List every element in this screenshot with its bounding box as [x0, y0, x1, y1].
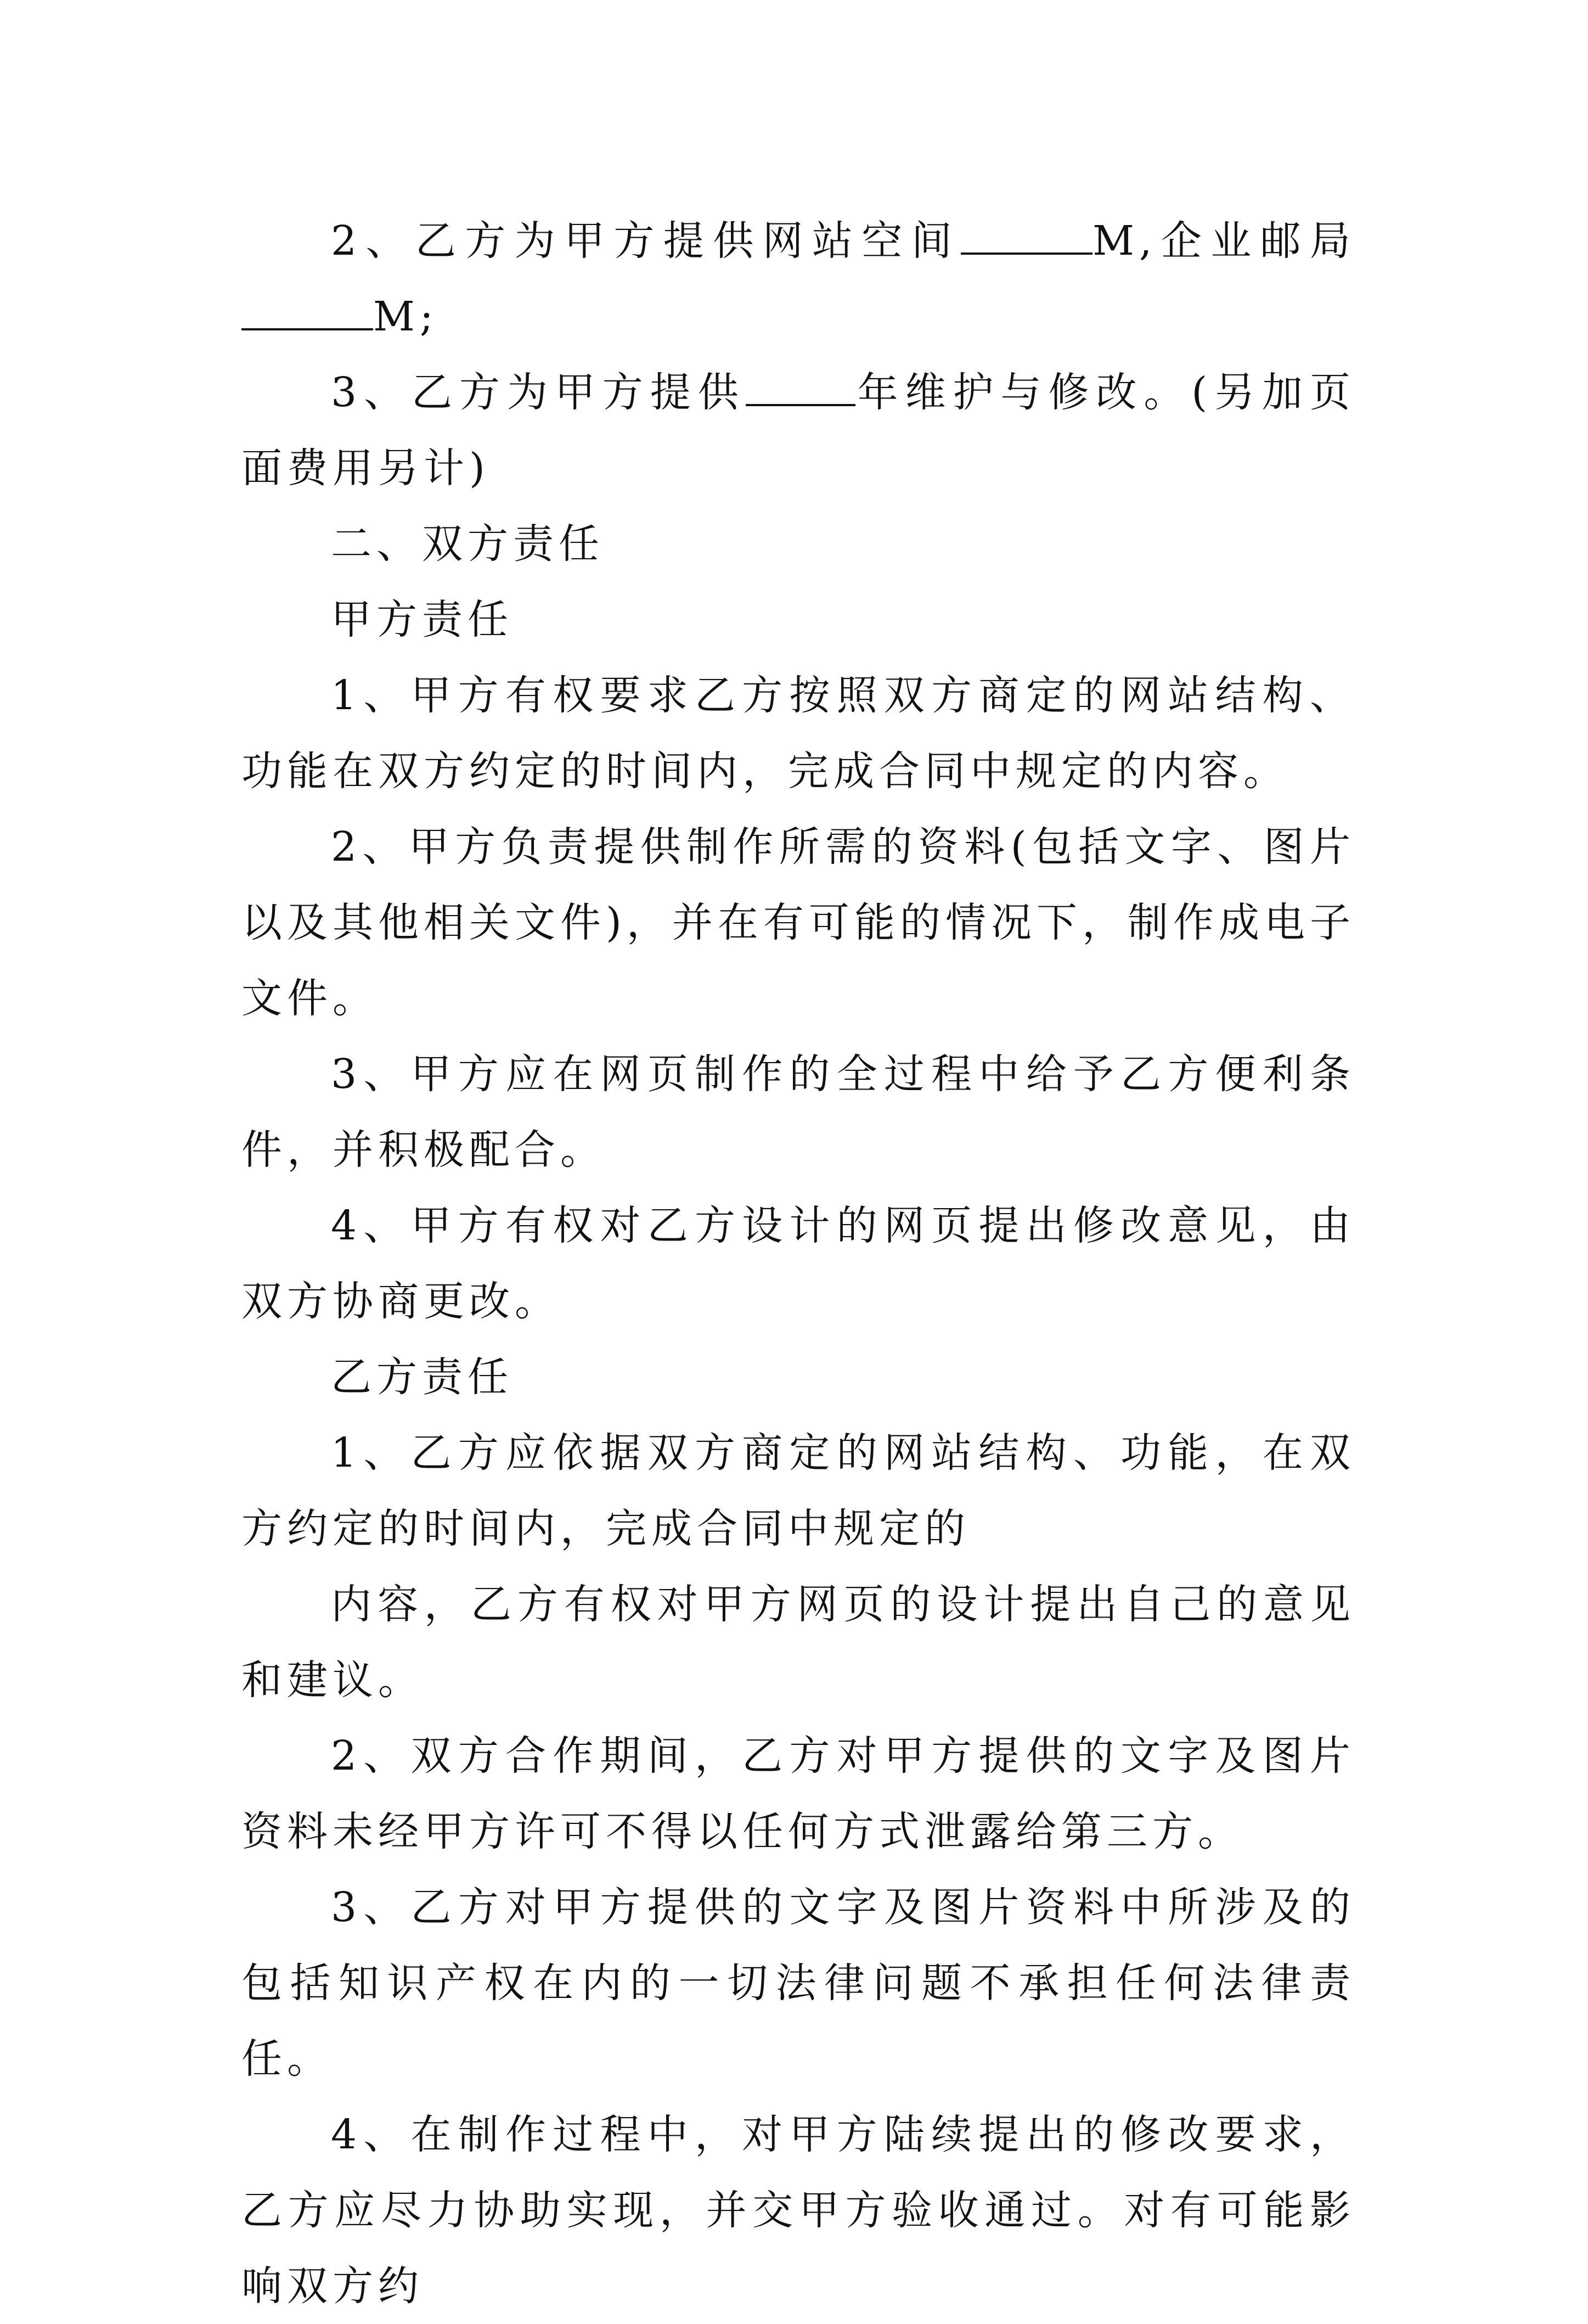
blank-field: [746, 369, 855, 406]
clause-text: 年维护与修改。(另加页面费用另计): [241, 369, 1355, 492]
party-b-clause-2: 2、双方合作期间，乙方对甲方提供的文字及图片资料未经甲方许可不得以任何方式泄露给第三方。: [241, 1732, 1355, 1855]
clause-text: M,企业邮局: [1093, 217, 1355, 265]
party-b-clause-1-cont: 内容，乙方有权对甲方网页的设计提出自己的意见和建议。: [241, 1581, 1355, 1704]
party-b-clause-3: 3、乙方对甲方提供的文字及图片资料中所涉及的包括知识产权在内的一切法律问题不承担任何法律责任。: [241, 1884, 1355, 2082]
blank-field: [241, 293, 373, 330]
clause-text: 3、乙方为甲方提供: [331, 369, 746, 416]
subsection-heading-party-b: 乙方责任: [331, 1354, 513, 1401]
party-a-clause-1: 1、甲方有权要求乙方按照双方商定的网站结构、功能在双方约定的时间内，完成合同中规定的内容。: [241, 672, 1355, 795]
party-a-clause-2: 2、甲方负责提供制作所需的资料(包括文字、图片以及其他相关文件)，并在有可能的情况下，制作成电子文件。: [241, 823, 1355, 1022]
section-heading: 二、双方责任: [331, 520, 604, 568]
subsection-heading-party-a: 甲方责任: [331, 596, 513, 643]
document-body: [241, 203, 1355, 2324]
clause-text: M;: [373, 293, 438, 340]
clause-text: 2、乙方为甲方提供网站空间: [331, 217, 961, 265]
blank-field: [961, 217, 1093, 255]
clause-space-mail: [241, 203, 1355, 355]
party-b-clause-1: 1、乙方应依据双方商定的网站结构、功能，在双方约定的时间内，完成合同中规定的: [241, 1429, 1355, 1552]
clause-maintenance: [241, 355, 1355, 506]
party-a-clause-4: 4、甲方有权对乙方设计的网页提出修改意见，由双方协商更改。: [241, 1202, 1355, 1325]
party-a-clause-3: 3、甲方应在网页制作的全过程中给予乙方便利条件，并积极配合。: [241, 1051, 1355, 1174]
party-b-clause-4: 4、在制作过程中，对甲方陆续提出的修改要求，乙方应尽力协助实现，并交甲方验收通过。对有可能影响双方约: [241, 2111, 1355, 2310]
